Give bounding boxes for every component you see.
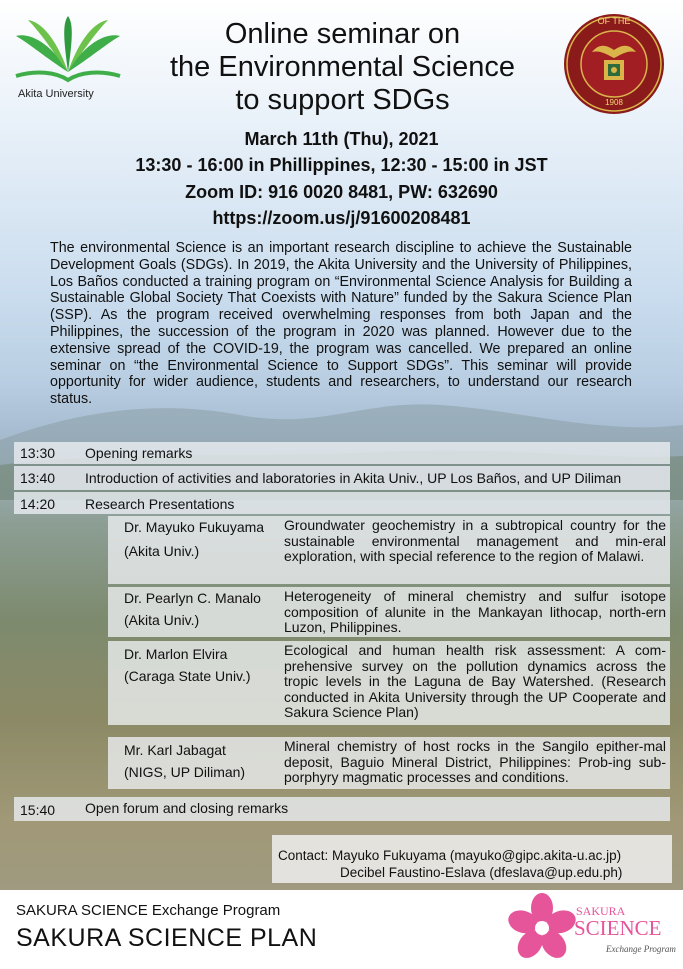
presentation-fukuyama — [108, 516, 670, 584]
presentation-title: Heterogeneity of mineral chemistry and sulfur isotope composition of alunite in the Mankayan lithocap, north-ern Luzon, Philippines. — [284, 588, 666, 636]
schedule-time: 13:40 — [20, 470, 56, 486]
intro-paragraph: The environmental Science is an important research discipline to achieve the Sustainable Development Goals (SDGs). In 2019, the Akita University and the University of Philippines, Los Baños conducted a training program on “Environmental Science Analysis for Building a Sustainable Global Society That Coexists with Nature” funded by the Sakura Science Plan (SSP). As the program received overwhelming responses from both Japan and the Philippines, the succession of the program in 2020 was planned. However due to the extensive spread of the COVID-19, the program was cancelled. We prepared an online seminar on “the Environmental Science to Support SDGs”. This seminar will provide opportunity for wider audience, students and researchers, to understand our research status. — [50, 240, 632, 408]
schedule-row-closing — [14, 797, 670, 821]
contact-line-1: Contact: Mayuko Fukuyama (mayuko@gipc.akita-u.ac.jp) — [278, 848, 622, 863]
presentation-jabagat — [108, 737, 670, 789]
presenter-affiliation: (Akita Univ.) — [124, 543, 200, 559]
akita-logo-label: Akita University — [18, 88, 94, 100]
title-line-3: to support SDGs — [235, 84, 450, 116]
presenter-affiliation: (NIGS, UP Diliman) — [124, 764, 246, 780]
book-leaf-icon — [12, 14, 124, 86]
logo-sakura-text: SAKURA — [576, 904, 626, 918]
presenter-name: Dr. Mayuko Fukuyama — [124, 519, 265, 535]
schedule-label: Research Presentations — [85, 496, 235, 512]
title-line-1: Online seminar on — [224, 18, 461, 50]
contact-box — [272, 835, 672, 883]
schedule-row-presentations — [14, 492, 670, 514]
exchange-program-label: SAKURA SCIENCE Exchange Program — [16, 902, 281, 919]
sakura-science-plan-label: SAKURA SCIENCE PLAN — [16, 924, 318, 952]
schedule-time: 15:40 — [20, 802, 56, 818]
schedule-row-opening — [14, 442, 670, 464]
schedule-time: 14:20 — [20, 496, 56, 512]
seal-year: 1908 — [605, 98, 623, 107]
sakura-science-logo — [506, 892, 676, 964]
contact-line-2: Decibel Faustino-Eslava (dfeslava@up.edu.ph) — [340, 865, 623, 880]
presentation-title: Groundwater geochemistry in a subtropical country for the sustainable environmental management and min-eral exploration, with special reference to the region of Malawi. — [284, 517, 666, 565]
logo-science-text: SCIENCE — [574, 916, 662, 940]
presentation-manalo — [108, 587, 670, 637]
presenter-affiliation: (Akita Univ.) — [124, 612, 200, 628]
presentation-title: Ecological and human health risk assessment: A com-prehensive survey on the pollution dynamics across the tropic levels in the Laguna de Bay Watershed. (Research conducted in Akita University through the UP Cooperate and Sakura Science Plan) — [284, 642, 666, 721]
logo-exchange-tag: Exchange Program — [606, 944, 676, 954]
event-time: 13:30 - 16:00 in Phillippines, 12:30 - 15:00 in JST — [135, 155, 548, 175]
presenter-name: Dr. Marlon Elvira — [124, 646, 228, 662]
title-line-2: the Environmental Science — [170, 51, 515, 83]
schedule-label: Introduction of activities and laboratories in Akita Univ., UP Los Baños, and UP Diliman — [85, 470, 622, 486]
presenter-affiliation: (Caraga State Univ.) — [124, 668, 251, 684]
presentation-title: Mineral chemistry of host rocks in the Sangilo epither-mal deposit, Baguio Mineral District, Philippines: Prob-ing sub-porphyry magmatic processes and conditions. — [284, 738, 666, 786]
presenter-name: Dr. Pearlyn C. Manalo — [124, 590, 261, 606]
zoom-credentials: Zoom ID: 916 0020 8481, PW: 632690 — [185, 182, 498, 202]
schedule-label: Opening remarks — [85, 445, 193, 461]
schedule-time: 13:30 — [20, 445, 56, 461]
seminar-title — [130, 18, 555, 117]
seal-top-text: OF THE — [597, 16, 631, 26]
schedule-label: Open forum and closing remarks — [85, 800, 289, 816]
akita-university-logo — [12, 14, 124, 104]
sakura-flower-icon — [506, 892, 578, 964]
schedule-row-introduction — [14, 466, 670, 490]
zoom-link[interactable]: https://zoom.us/j/91600208481 — [212, 208, 471, 228]
up-seal-logo — [562, 12, 666, 116]
event-date: March 11th (Thu), 2021 — [244, 129, 439, 149]
presentation-elvira — [108, 641, 670, 725]
footer — [0, 890, 683, 965]
presenter-name: Mr. Karl Jabagat — [124, 742, 226, 758]
